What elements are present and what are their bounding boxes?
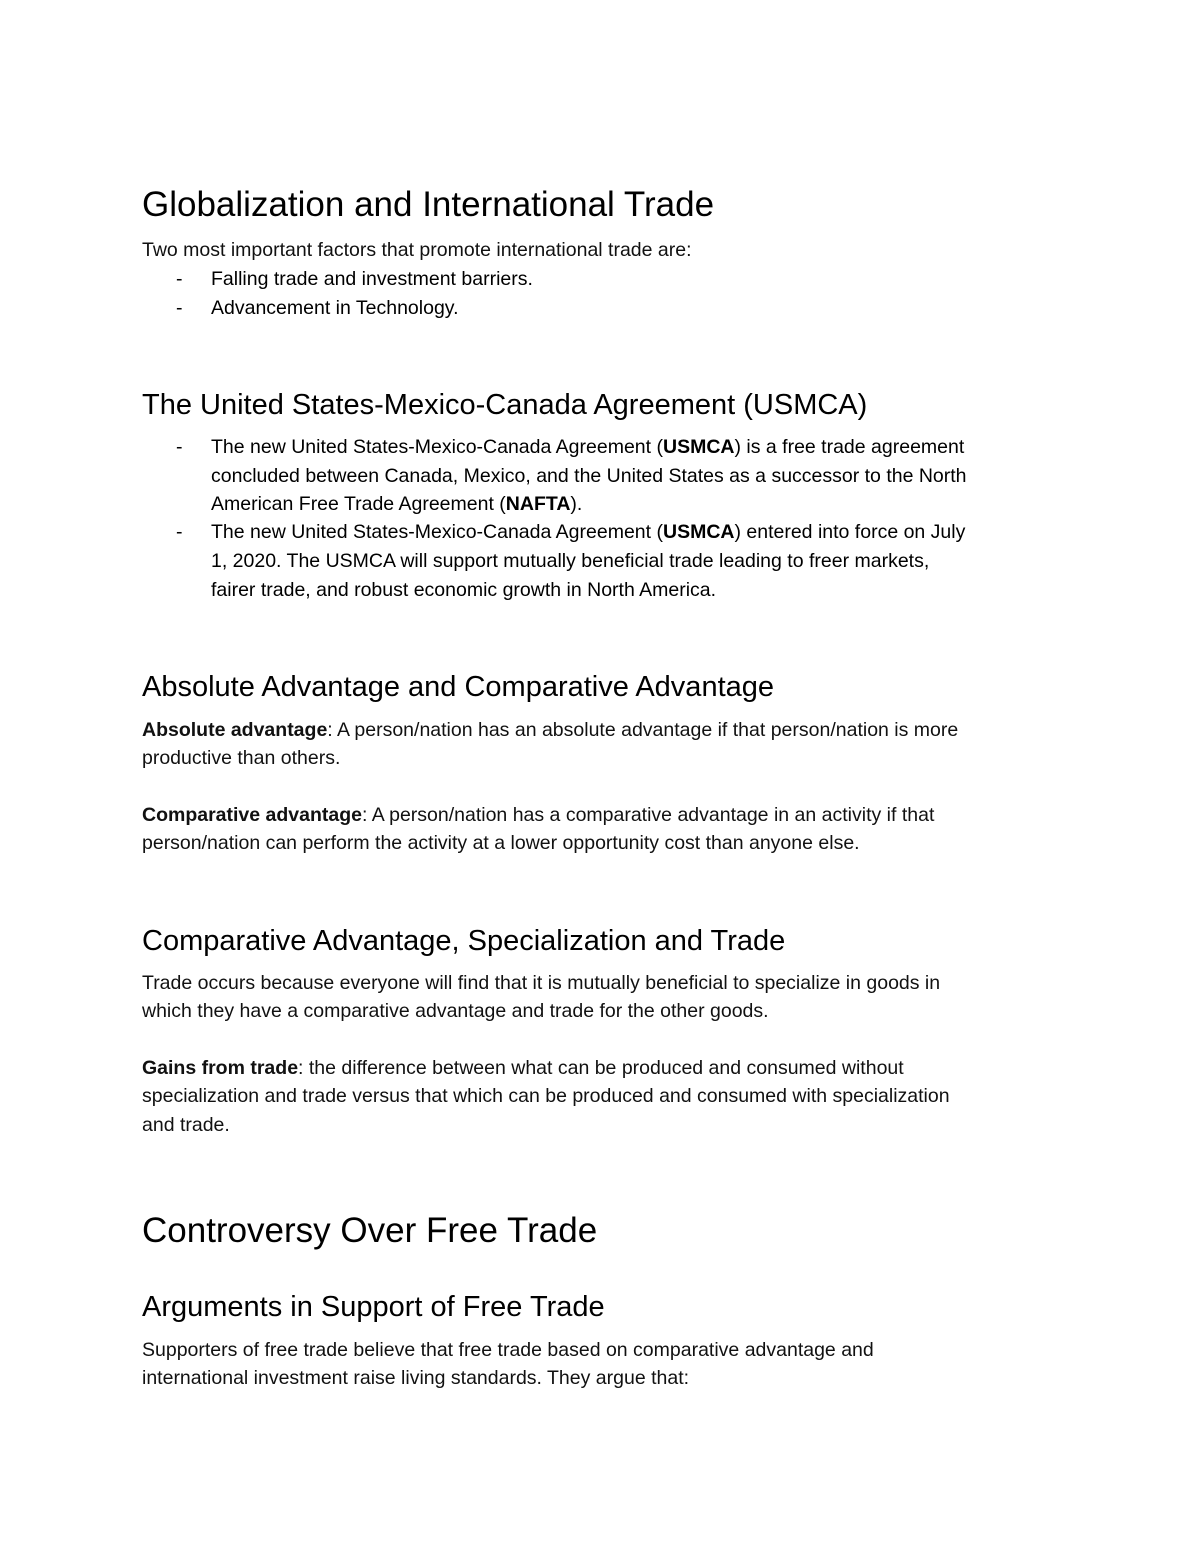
bullet-dash: - <box>176 436 183 458</box>
support-text: Supporters of free trade believe that free trade based on comparative advantage and <box>142 1339 874 1361</box>
bold-term: USMCA <box>662 436 735 458</box>
heading-support: Arguments in Support of Free Trade <box>142 1291 605 1323</box>
specialization-text: Trade occurs because everyone will find that it is mutually beneficial to specialize in goods in <box>142 972 941 994</box>
comparative-advantage-def-cont: person/nation can perform the activity at a lower opportunity cost than anyone else. <box>142 832 860 854</box>
heading-advantage: Absolute Advantage and Comparative Advantage <box>142 671 775 703</box>
comparative-advantage-def: Comparative advantage: A person/nation has a comparative advantage in an activity if that <box>142 804 935 826</box>
bold-term: USMCA <box>662 521 735 543</box>
bold-term: Gains from trade <box>142 1057 299 1079</box>
bullet-dash: - <box>176 268 183 290</box>
heading-usmca: The United States-Mexico-Canada Agreement (USMCA) <box>142 389 868 421</box>
gains-from-trade-def-cont: and trade. <box>142 1114 230 1136</box>
bold-term: NAFTA <box>505 493 571 515</box>
support-text-cont: international investment raise living standards. They argue that: <box>142 1367 690 1389</box>
absolute-advantage-def: Absolute advantage: A person/nation has an absolute advantage if that person/nation is more <box>142 719 959 741</box>
bold-term: Absolute advantage <box>142 719 328 741</box>
bullet-dash: - <box>176 297 183 319</box>
heading-globalization: Globalization and International Trade <box>142 185 715 224</box>
heading-controversy: Controversy Over Free Trade <box>142 1211 598 1250</box>
absolute-advantage-def-cont: productive than others. <box>142 747 341 769</box>
bullet-dash: - <box>176 521 183 543</box>
globalization-intro: Two most important factors that promote international trade are: <box>142 239 692 261</box>
bold-term: Comparative advantage <box>142 804 362 826</box>
specialization-text-cont: which they have a comparative advantage and trade for the other goods. <box>142 1000 769 1022</box>
gains-from-trade-def: Gains from trade: the difference between what can be produced and consumed without <box>142 1057 904 1079</box>
gains-from-trade-def-cont: specialization and trade versus that which can be produced and consumed with specialization <box>142 1085 950 1107</box>
heading-specialization: Comparative Advantage, Specialization and Trade <box>142 925 786 957</box>
